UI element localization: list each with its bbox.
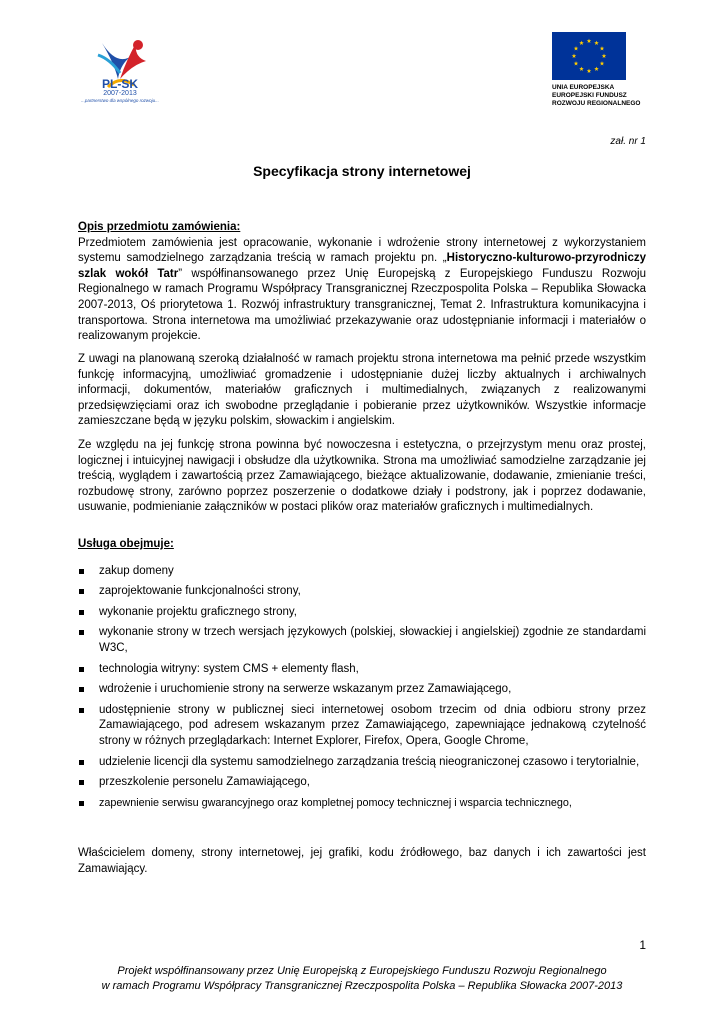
annex-label: zał. nr 1 bbox=[610, 136, 646, 147]
document-title: Specyfikacja strony internetowej bbox=[253, 163, 471, 179]
list-item: przeszkolenie personelu Zamawiającego, bbox=[78, 775, 646, 791]
list-item: wykonanie projektu graficznego strony, bbox=[78, 605, 646, 621]
list-item: wykonanie strony w trzech wersjach językowych (polskiej, słowackiej i angielskiej) zgodnie ze standardami W3C, bbox=[78, 625, 646, 656]
section-description-text bbox=[78, 236, 646, 345]
list-item: zapewnienie serwisu gwarancyjnego oraz kompletnej pomocy technicznej i wsparcia technicznego, bbox=[78, 796, 646, 812]
services-heading: Usługa obejmuje: bbox=[78, 538, 174, 550]
description-intro: Przedmiotem zamówienia jest opracowanie, wykonanie i wdrożenie strony internetowej z wykorzystaniem systemu samodzielnego zarządzania treścią w ramach projektu pn. „ bbox=[78, 236, 646, 265]
list-item: technologia witryny: system CMS + elementy flash, bbox=[78, 662, 646, 678]
description-rest: ” współfinansowanego przez Unię Europejską z Europejskiego Funduszu Rozwoju Regionalnego w ramach Programu Współpracy Transgranicznej Rzeczpospolita Polska – Republika Słowacka 2007-2013, Oś priorytetowa 1. Rozwój infrastruktury transgranicznej, Temat 2. Infrastruktura komunikacyjna i transportowa. Strona internetowa ma umożliwiać przekazywanie oraz udostępnianie informacji i materiałów o realizowanym projekcie. bbox=[78, 267, 646, 343]
eu-logo-line1: UNIA EUROPEJSKA bbox=[552, 84, 615, 91]
list-item: zaprojektowanie funkcjonalności strony, bbox=[78, 584, 646, 600]
page-footer bbox=[0, 964, 724, 994]
page-number: 1 bbox=[639, 938, 646, 952]
list-item: udostępnienie strony w publicznej sieci internetowej osobom trzecim od dnia odbioru strony przez Zamawiającego, pod adresem wskazanym przez Zamawiającego, zapewniające jednakową czytelność strony w różnych przeglądarkach: Internet Explorer, Firefox, Opera, Google Chrome, bbox=[78, 703, 646, 750]
project-name: Historyczno-kulturowo-przyrodniczy szlak wokół Tatr bbox=[78, 252, 646, 280]
plsk-logo-slogan: ...partnerstwo dla wspólnego rozwoju... bbox=[81, 98, 159, 103]
eu-logo-text bbox=[552, 84, 642, 108]
eu-logo-line2: EUROPEJSKI FUNDUSZ bbox=[552, 92, 627, 99]
list-item: udzielenie licencji dla systemu samodzielnego zarządzania treścią nieograniczonej czasowo i terytorialnie, bbox=[78, 755, 646, 771]
services-list bbox=[78, 564, 646, 812]
footer-line2: w ramach Programu Współpracy Transgranicznej Rzeczpospolita Polska – Republika Słowacka 2007-2013 bbox=[101, 980, 623, 992]
list-item: zakup domeny bbox=[78, 564, 646, 580]
paragraph-functionality: Ze względu na jej funkcję strona powinna być nowoczesna i estetyczna, o przejrzystym menu oraz prostej, logicznej i intuicyjnej nawigacji i obsłudze dla użytkownika. Strona ma umożliwiać samodzielne zarządzanie jej treścią, wyglądem i zawartością przez Zamawiającego, bieżące aktualizowanie, dodawanie, zmienianie treści, rozbudowę strony, zarówno poprzez poszerzenie o dodatkowe działy i podstrony, jak i poprzez dodawanie, usuwanie, podmienianie załączników w postaci plików oraz materiałów graficznych i multimedialnych. bbox=[78, 439, 646, 514]
section-description bbox=[78, 220, 646, 345]
plsk-logo-years: 2007-2013 bbox=[103, 90, 137, 97]
list-item: wdrożenie i uruchomienie strony na serwerze wskazanym przez Zamawiającego, bbox=[78, 682, 646, 698]
eu-flag-icon bbox=[552, 32, 626, 80]
footer-line1: Projekt współfinansowany przez Unię Europejską z Europejskiego Funduszu Rozwoju Regionalnego bbox=[117, 965, 607, 977]
section-services bbox=[78, 537, 646, 811]
paragraph-purpose: Z uwagi na planowaną szeroką działalność w ramach projektu strona internetowa ma pełnić przede wszystkim funkcję informacyjną, umożliwiać gromadzenie i udostępnianie dużej liczby aktualnych i archiwalnych informacji, dokumentów, materiałów graficznych i multimedialnych, związanych z realizowanymi przedsięwzięciami oraz ich swobodne przeglądanie i pobieranie przez użytkowników. Wszystkie informacje zamieszczane będą w języku polskim, słowackim i angielskim. bbox=[78, 353, 646, 428]
plsk-logo-text: PL-SK bbox=[102, 77, 138, 91]
paragraph-ownership: Właścicielem domeny, strony internetowej, jej grafiki, kodu źródłowego, baz danych i ich zawartości jest Zamawiający. bbox=[78, 847, 646, 875]
eu-logo-line3: ROZWOJU REGIONALNEGO bbox=[552, 100, 641, 107]
section-description-heading: Opis przedmiotu zamówienia: bbox=[78, 221, 241, 233]
